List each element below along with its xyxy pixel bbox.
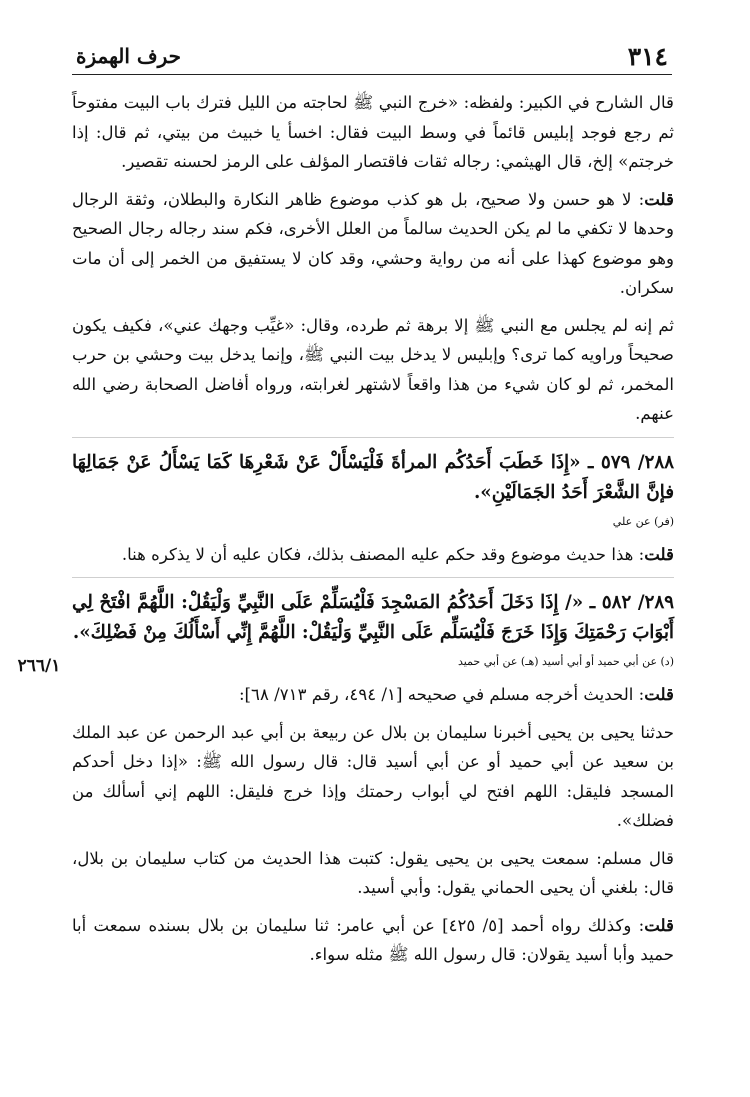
paragraph-qult	[72, 185, 674, 303]
paragraph-text: : الحديث أخرجه مسلم في صحيحه [١/ ٤٩٤، رقم ٧١٣/ ٦٨]:	[238, 685, 645, 704]
qult-label: قلت	[644, 914, 674, 935]
qult-label: قلت	[644, 543, 674, 564]
hadith-288: ٢٨٨/ ٥٧٩ ـ «إِذَا خَطَبَ أَحَدُكُم المرأةَ فَلْيَسْأَلْ عَنْ شَعْرِهَا كَمَا يَسْأَلُ عَنْ جَمَالِهَا فإنَّ الشَّعْرَ أَحَدُ الجَمَالَيْنِ».	[72, 451, 674, 503]
paragraph-text: : وكذلك رواه أحمد [٥/ ٤٢٥] عن أبي عامر: ثنا سليمان بن بلال بسنده سمعت أبا حميد وأبا أسيد يقولان: قال رسول الله ﷺ مثله سواء.	[72, 915, 674, 964]
hadith-source: (د) عن أبي حميد أو أبي أسيد (هـ) عن أبي حميد	[457, 655, 674, 668]
hadith-289: ٢٨٩/ ٥٨٢ ـ «/ إِذَا دَخَلَ أَحَدُكُمُ المَسْجِدَ فَلْيُسَلِّمْ عَلَى النَّبِيِّ وَلْيَقُلْ: اللَّهُمَّ افْتَحْ لِي أَبْوَابَ رَحْمَتِكَ وَإِذَا خَرَجَ فَلْيُسَلِّم عَلَى النَّبِيِّ وَلْيَقُلْ: اللَّهُمَّ إِنِّي أَسْأَلُكَ مِنْ فَضْلِكَ».	[72, 592, 674, 643]
hadith-source: (فر) عن علي	[612, 514, 674, 528]
qult-label: قلت	[644, 684, 674, 704]
paragraph-isnad: حدثنا يحيى بن يحيى أخبرنا سليمان بن بلال عن ربيعة بن أبي عبد الرحمن عن عبد الملك بن سعيد عن أبي حميد أو عن أبي أسيد قال: قال رسول الله ﷺ: «إذا دخل أحدكم المسجد فليقل: اللهم افتح لي أبواب رحمتك وإذا خرج فليقل: اللهم إني أسألك من فضلك».	[72, 722, 674, 830]
separator	[72, 437, 674, 438]
qult-label: قلت	[644, 188, 674, 209]
paragraph-text: : لا هو حسن ولا صحيح، بل هو كذب موضوع ظاهر النكارة والبطلان، وثقة الرجال وحدها لا تكفي ما لم يكن الحديث سالماً من العلل الأخرى، فكم سند رجاله رجال الصحيح وهو موضوع كهذا على أنه من رواية وحشي، وقد كان لا يستفيق من الخمر إلى أن مات سكران.	[72, 189, 674, 297]
paragraph-qult	[72, 911, 674, 970]
paragraph-muslim: قال مسلم: سمعت يحيى بن يحيى يقول: كتبت هذا الحديث من كتاب سليمان بن بلال، قال: بلغني أن يحيى الحماني يقول: وأبي أسيد.	[72, 848, 674, 897]
margin-reference: ٢٦٦/١	[17, 656, 61, 676]
paragraph-continued: ثم إنه لم يجلس مع النبي ﷺ إلا برهة ثم طرده، وقال: «غيِّب وجهك عني»، فكيف يكون صحيحاً وراويه كما ترى؟ وإبليس لا يدخل بيت النبي ﷺ، وإنما يدخل بيت وحشي بن حرب المخمر، ثم لو كان شيء من هذا واقعاً لاشتهر لغرابته، ورواه أفاضل الصحابة رضي الله عنهم.	[72, 315, 674, 423]
paragraph-commentary: قال الشارح في الكبير: ولفظه: «خرج النبي ﷺ لحاجته من الليل فترك باب البيت مفتوحاً ثم رجع فوجد إبليس قائماً في وسط البيت فقال: اخسأ يا خبيث من بيتي، ثم قال: إذا خرجتم» إلخ، قال الهيثمي: رجاله ثقات فاقتصار المؤلف على الرمز لحسنه تقصير.	[72, 93, 674, 171]
paragraph-qult	[72, 540, 674, 570]
paragraph-qult	[72, 680, 674, 710]
chapter-title: حرف الهمزة	[76, 44, 182, 68]
page-number: ٣١٤	[627, 42, 668, 71]
separator	[72, 577, 674, 578]
page-header	[72, 40, 672, 75]
page-body	[72, 88, 674, 978]
paragraph-text: : هذا حديث موضوع وقد حكم عليه المصنف بذلك، فكان عليه أن لا يذكره هنا.	[121, 544, 645, 564]
